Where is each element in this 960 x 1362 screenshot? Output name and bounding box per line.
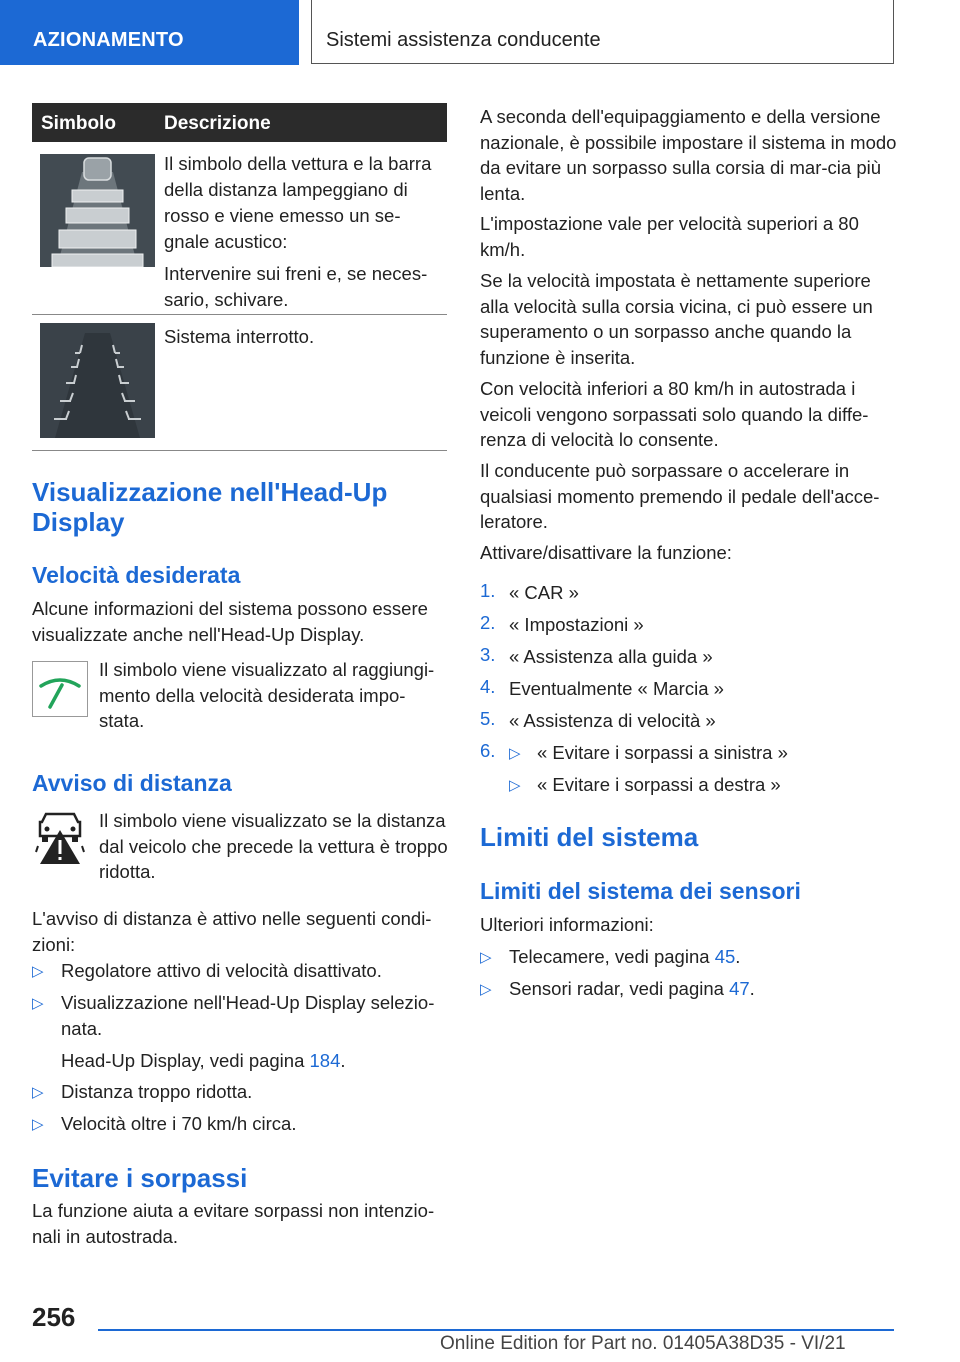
step-number: 5. xyxy=(480,708,496,729)
table-row xyxy=(32,315,447,451)
distance-conditions-text: L'avviso di distanza è attivo nelle seguenti condi-zioni: xyxy=(32,908,432,955)
distance-section-title: Avviso di distanza xyxy=(32,770,232,796)
hud-reference: Head-Up Display, vedi pagina 184. xyxy=(61,1050,346,1071)
col-symbol-header: Simbolo xyxy=(41,113,116,134)
triangle-bullet-icon: ▷ xyxy=(32,995,44,1012)
table-header xyxy=(32,103,447,142)
triangle-bullet-icon: ▷ xyxy=(32,1116,44,1133)
page-link[interactable]: 47 xyxy=(729,978,750,999)
row-description xyxy=(164,151,441,319)
triangle-bullet-icon: ▷ xyxy=(32,1084,44,1101)
hud-section-title: Visualizzazione nell'Head-Up Display xyxy=(32,477,388,537)
step-text: « Assistenza alla guida » xyxy=(509,646,713,667)
page-link[interactable]: 184 xyxy=(309,1050,341,1071)
row-text: Sistema interrotto. xyxy=(164,326,315,347)
speed-reached-icon xyxy=(32,661,88,717)
speed-intro-text: Alcune informazioni del sistema possono essere visualizzate anche nell'Head-Up Display. xyxy=(32,598,428,645)
list-item: Distanza troppo ridotta. xyxy=(61,1081,253,1102)
step-number: 6. xyxy=(480,740,496,761)
list-item: Visualizzazione nell'Head-Up Display selezio-nata. xyxy=(61,992,435,1039)
step-text: Eventualmente « Marcia » xyxy=(509,678,724,699)
triangle-bullet-icon: ▷ xyxy=(480,949,492,966)
col-description-header: Descrizione xyxy=(164,113,271,134)
row-description xyxy=(164,324,441,356)
sensor-limits-title: Limiti del sistema dei sensori xyxy=(480,878,801,904)
overtake-paragraph: Il conducente può sorpassare o accelerare in qualsiasi momento premendo il pedale dell'acce-leratore. xyxy=(480,460,880,532)
overtake-paragraph: Con velocità inferiori a 80 km/h in autostrada i veicoli vengono sorpassati solo quando la diffe-renza di velocità lo consente. xyxy=(480,378,869,450)
reference-item: Telecamere, vedi pagina 45. xyxy=(509,946,741,967)
table-row xyxy=(32,142,447,315)
overtake-intro-text: La funzione aiuta a evitare sorpassi non intenzio-nali in autostrada. xyxy=(32,1200,435,1247)
system-interrupted-icon xyxy=(40,323,155,438)
overtake-paragraph: Attivare/disattivare la funzione: xyxy=(480,542,732,563)
step-text: « Evitare i sorpassi a sinistra » xyxy=(537,742,788,763)
step-subtext: « Evitare i sorpassi a destra » xyxy=(537,774,781,795)
triangle-bullet-icon: ▷ xyxy=(509,745,521,762)
speed-section-title: Velocità desiderata xyxy=(32,562,241,588)
row-text: Il simbolo della vettura e la barra della distanza lampeggiano di rosso e viene emesso un se-gnale acustico: xyxy=(164,153,432,252)
section-tab xyxy=(0,0,299,65)
hud-reference-text: Head-Up Display, vedi pagina xyxy=(61,1050,305,1071)
footer-divider xyxy=(98,1329,894,1331)
step-number: 3. xyxy=(480,644,496,665)
more-info-text: Ulteriori informazioni: xyxy=(480,914,654,935)
reference-text: Sensori radar, vedi pagina xyxy=(509,978,724,999)
distance-warning-lane-icon xyxy=(40,154,155,267)
step-number: 1. xyxy=(480,580,496,601)
distance-warning-icon xyxy=(32,808,88,868)
list-item: Regolatore attivo di velocità disattivato. xyxy=(61,960,382,981)
overtake-paragraph: Se la velocità impostata è nettamente superiore alla velocità sulla corsia vicina, ci può essere un superamento o un sorpasso anche quando la funzione è inserita. xyxy=(480,270,873,368)
step-text: « CAR » xyxy=(509,582,579,603)
chapter-title: Sistemi assistenza conducente xyxy=(326,29,601,51)
reference-text: Telecamere, vedi pagina xyxy=(509,946,710,967)
limits-section-title: Limiti del sistema xyxy=(480,822,699,852)
overtake-section-title: Evitare i sorpassi xyxy=(32,1163,248,1193)
speed-icon-text: Il simbolo viene visualizzato al raggiungi-mento della velocità desiderata impo-stata. xyxy=(99,659,435,731)
distance-icon-text: Il simbolo viene visualizzato se la distanza dal veicolo che precede la vettura è troppo ridotta. xyxy=(99,810,448,882)
step-number: 2. xyxy=(480,612,496,633)
step-text: « Impostazioni » xyxy=(509,614,644,635)
page-number: 256 xyxy=(32,1302,76,1332)
list-item: Velocità oltre i 70 km/h circa. xyxy=(61,1113,297,1134)
overtake-paragraph: A seconda dell'equipaggiamento e della versione nazionale, è possibile impostare il sistema in modo da evitare un sorpasso sulla corsia di mar-cia più lenta. xyxy=(480,106,897,204)
triangle-bullet-icon: ▷ xyxy=(480,981,492,998)
step-number: 4. xyxy=(480,676,496,697)
edition-footer: Online Edition for Part no. 01405A38D35 - VI/21 xyxy=(440,1333,846,1354)
reference-item: Sensori radar, vedi pagina 47. xyxy=(509,978,755,999)
page-link[interactable]: 45 xyxy=(714,946,736,967)
row-text: Intervenire sui freni e, se neces-sario, schivare. xyxy=(164,263,428,310)
overtake-paragraph: L'impostazione vale per velocità superiori a 80 km/h. xyxy=(480,213,859,260)
triangle-bullet-icon: ▷ xyxy=(32,963,44,980)
symbol-table xyxy=(32,103,447,451)
section-title: AZIONAMENTO xyxy=(33,29,184,51)
triangle-bullet-icon: ▷ xyxy=(509,777,521,794)
step-text: « Assistenza di velocità » xyxy=(509,710,716,731)
chapter-tab xyxy=(311,0,894,64)
